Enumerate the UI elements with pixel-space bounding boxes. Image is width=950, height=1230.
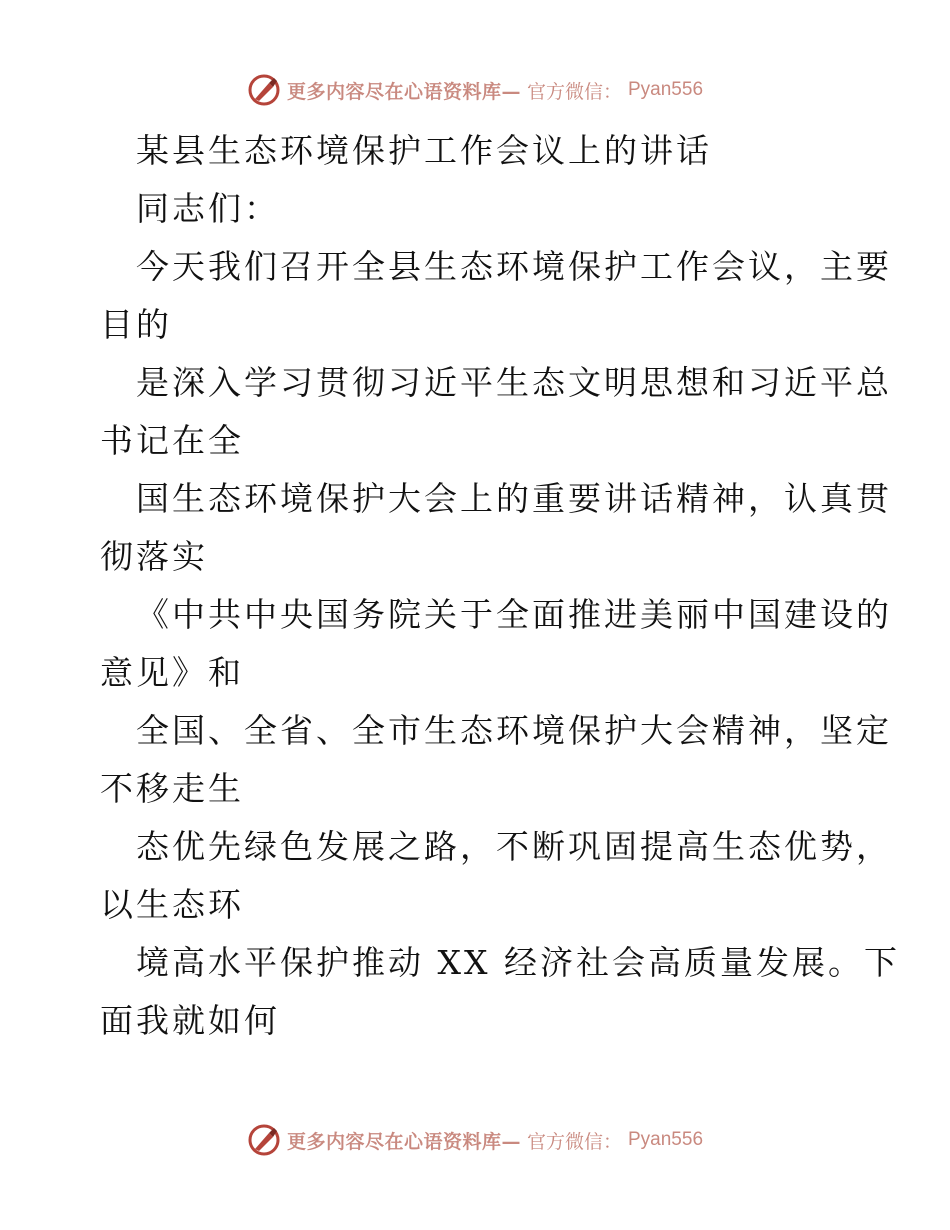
body-line: 国生态环境保护大会上的重要讲话精神，认真贯 xyxy=(136,479,892,518)
pen-logo-icon xyxy=(247,73,281,107)
watermark-wechat-id: Pyan556 xyxy=(628,1129,704,1150)
body-line: 目的 xyxy=(100,305,172,344)
watermark-text: 更多内容尽在心语资料库— xyxy=(286,80,521,103)
body-line: 全国、全省、全市生态环境保护大会精神，坚定 xyxy=(136,711,892,750)
watermark-wechat-label: 官方微信： xyxy=(526,80,622,103)
body-line: 不移走生 xyxy=(100,769,244,808)
body-line: 态优先绿色发展之路，不断巩固提高生态优势， xyxy=(136,827,892,866)
pen-logo-icon xyxy=(247,1123,281,1157)
document-title: 某县生态环境保护工作会议上的讲话 xyxy=(136,131,712,170)
watermark-wechat-label: 官方微信： xyxy=(526,1130,622,1153)
footer-watermark xyxy=(0,1120,950,1160)
document-body xyxy=(100,122,900,1050)
body-line: 《中共中央国务院关于全面推进美丽中国建设的 xyxy=(136,595,892,634)
watermark-wechat-id: Pyan556 xyxy=(628,79,704,100)
body-line: 彻落实 xyxy=(100,537,208,576)
body-line: 是深入学习贯彻习近平生态文明思想和习近平总 xyxy=(136,363,892,402)
body-line: 以生态环 xyxy=(100,885,244,924)
body-line: 书记在全 xyxy=(100,421,244,460)
body-line: 面我就如何 xyxy=(100,1001,280,1040)
header-watermark xyxy=(0,70,950,110)
salutation: 同志们： xyxy=(136,189,280,228)
body-line: 境高水平保护推动 XX 经济社会高质量发展。下 xyxy=(136,943,900,982)
body-line: 意见》和 xyxy=(100,653,244,692)
watermark-text: 更多内容尽在心语资料库— xyxy=(286,1130,521,1153)
body-line: 今天我们召开全县生态环境保护工作会议，主要 xyxy=(136,247,892,286)
